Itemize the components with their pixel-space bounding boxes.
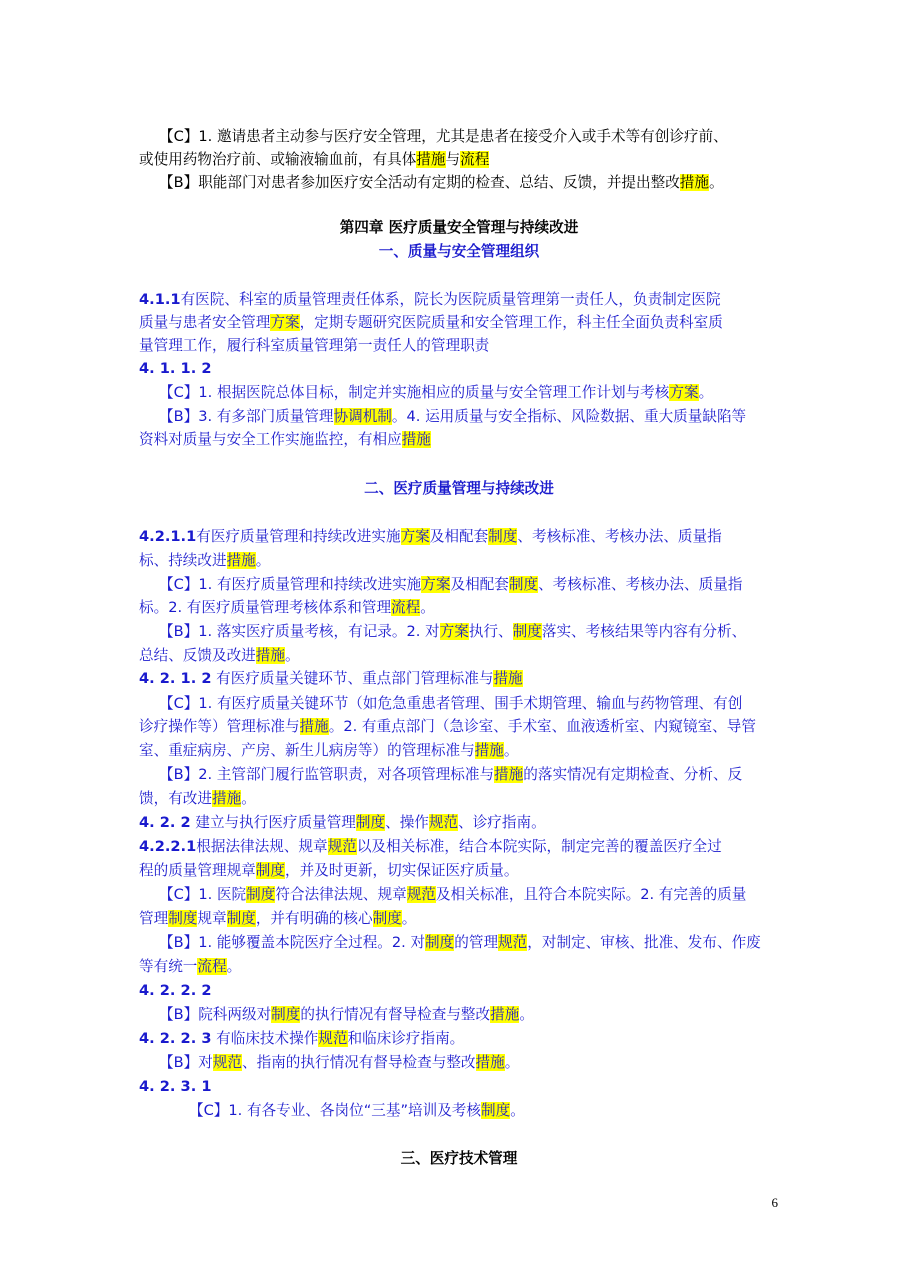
text-line [139,644,779,667]
text-line [139,525,779,548]
text-run: 标、持续改进 [139,552,227,569]
highlighted-term: 制度 [255,862,285,879]
text-line [139,763,779,786]
text-line [139,311,779,334]
text-line [139,148,779,171]
section-heading [139,477,779,500]
highlighted-term: 规范 [406,886,436,903]
clause-number: 4.2.1.1 [139,528,197,545]
text-run: 【C】1. 根据医院总体目标，制定并实施相应的质量与安全管理工作计划与考核 [159,384,670,401]
text-line [139,739,779,762]
highlighted-term: 制度 [226,910,256,927]
text-line [139,811,779,834]
text-run: 与 [445,151,461,168]
highlighted-term: 规范 [327,838,357,855]
text-run: 【C】1. 有医疗质量管理和持续改进实施 [159,576,422,593]
text-run: 有医疗质量关键环节、重点部门管理标准与 [211,670,494,687]
text-run: 。 [255,552,271,569]
highlighted-term: 协调机制 [333,408,392,425]
section-heading [139,1147,779,1170]
text-run: 【B】对 [159,1054,213,1071]
text-run: 。 [420,599,435,616]
text-run: 执行、 [468,623,513,640]
text-run: ，对制定、审核、批准、发布、作废 [527,934,761,951]
text-line [139,1003,779,1026]
highlighted-term: 规范 [428,814,459,831]
text-run: 【B】1. 落实医疗质量考核，有记录。2. 对 [159,623,440,640]
highlighted-term: 措施 [255,647,285,664]
text-run: 【B】院科两级对 [159,1006,272,1023]
text-run: 。 [401,910,417,927]
text-run: 【B】1. 能够覆盖本院医疗全过程。2. 对 [159,934,426,951]
text-line [139,883,779,906]
text-line [139,979,779,1002]
text-run: 【C】1. 有医疗质量关键环节（如危急重患者管理、围手术期管理、输血与药物管理、有创 [159,695,743,712]
text-run: 【B】2. 主管部门履行监管职责，对各项管理标准与 [159,766,495,783]
clause-number: 4. 2. 3. 1 [139,1078,212,1095]
text-line [139,1051,779,1074]
clause-number: 4.1.1 [139,291,181,308]
text-run: 程的质量管理规章 [139,862,256,879]
text-run: 标。2. 有医疗质量管理考核体系和管理 [139,599,392,616]
text-run: 总结、反馈及改进 [139,647,256,664]
highlighted-term: 措施 [299,718,329,735]
highlighted-term: 方案 [439,623,469,640]
text-line [139,1075,779,1098]
highlighted-term: 措施 [226,552,256,569]
text-run: 。2. 有重点部门（急诊室、手术室、血液透析室、内窥镜室、导管 [328,718,756,735]
highlighted-term: 制度 [508,576,539,593]
text-line [139,835,779,858]
text-run: 、考核标准、考核办法、质量指 [538,576,743,593]
text-line [139,715,779,738]
text-run: 等有统一 [139,958,198,975]
highlighted-term: 措施 [401,431,431,448]
text-run: 。 [504,1054,520,1071]
text-line [139,620,779,643]
text-line [139,692,779,715]
highlighted-term: 方案 [400,528,430,545]
highlighted-term: 制度 [425,934,455,951]
highlighted-term: 方案 [270,314,300,331]
text-line [139,955,779,978]
highlighted-term: 制度 [480,1102,511,1119]
highlighted-term: 流程 [197,958,227,975]
text-run: 、诊疗指南。 [458,814,546,831]
highlighted-term: 方案 [669,384,699,401]
text-line [139,381,779,404]
text-run: ，定期专题研究医院质量和安全管理工作，科主任全面负责科室质 [299,314,723,331]
text-run: 诊疗操作等）管理标准与 [139,718,300,735]
text-run: 量管理工作，履行科室质量管理第一责任人的管理职责 [139,337,490,354]
text-run: 及相配套 [450,576,509,593]
clause-number: 4. 2. 1. 2 [139,670,212,687]
clause-number: 4. 1. 1. 2 [139,360,212,377]
highlighted-term: 制度 [355,814,386,831]
highlighted-term: 方案 [421,576,451,593]
text-run: 、指南的执行情况有督导检查与整改 [242,1054,476,1071]
text-run: 三、医疗技术管理 [400,1150,518,1167]
text-line [139,405,779,428]
text-run: 及相配套 [429,528,489,545]
text-run: 根据法律法规、规章 [196,838,328,855]
highlighted-term: 措施 [494,766,524,783]
text-run: 室、重症病房、产房、新生儿病房等）的管理标准与 [139,742,475,759]
text-run: 。 [510,1102,525,1119]
text-run: 。 [503,742,519,759]
highlighted-term: 制度 [488,528,518,545]
text-run: 。 [241,790,256,807]
text-run: 有临床技术操作 [211,1030,319,1047]
highlighted-term: 制度 [512,623,542,640]
text-line [139,288,779,311]
highlighted-term: 规范 [498,934,528,951]
highlighted-term: 措施 [493,670,523,687]
text-line [139,667,779,690]
text-run: 。 [519,1006,534,1023]
clause-number: 4.2.2.1 [139,838,197,855]
text-run: 有医疗质量管理和持续改进实施 [196,528,401,545]
highlighted-term: 流程 [391,599,421,616]
section-heading [139,216,779,239]
text-line [139,931,779,954]
highlighted-term: 措施 [474,742,504,759]
text-line [139,125,779,148]
text-run: 规章 [197,910,227,927]
highlighted-term: 流程 [460,151,490,168]
text-run: 管理 [139,910,169,927]
highlighted-term: 措施 [416,151,446,168]
text-run: 、考核标准、考核办法、质量指 [517,528,722,545]
text-run: 的执行情况有督导检查与整改 [300,1006,491,1023]
text-run: 的管理 [454,934,499,951]
text-run: 馈，有改进 [139,790,212,807]
text-run: 第四章 医疗质量安全管理与持续改进 [339,219,579,236]
text-line [139,549,779,572]
page-number: 6 [771,1195,778,1210]
text-line [139,334,779,357]
highlighted-term: 规范 [318,1030,348,1047]
highlighted-term: 措施 [490,1006,520,1023]
text-run: 二、医疗质量管理与持续改进 [364,480,554,497]
text-line [139,907,779,930]
highlighted-term: 措施 [211,790,242,807]
text-line [139,428,779,451]
highlighted-term: 措施 [475,1054,505,1071]
text-run: 或使用药物治疗前、或输液输血前，有具体 [139,151,417,168]
text-line [139,171,779,194]
text-run: 质量与患者安全管理 [139,314,271,331]
text-run: 。 [226,958,242,975]
highlighted-term: 制度 [271,1006,301,1023]
text-run: 符合法律法规、规章 [275,886,407,903]
text-run: 。 [709,174,724,191]
highlighted-term: 制度 [168,910,198,927]
text-run: 【B】3. 有多部门质量管理 [159,408,334,425]
text-line [139,573,779,596]
text-line [139,596,779,619]
text-run: 和临床诊疗指南。 [347,1030,465,1047]
text-run: 落实、考核结果等内容有分析、 [541,623,747,640]
section-heading [139,240,779,263]
text-run: 以及相关标准，结合本院实际，制定完善的覆盖医疗全过 [356,838,722,855]
text-run: 。 [698,384,714,401]
text-line [139,859,779,882]
text-line [139,1027,779,1050]
highlighted-term: 措施 [679,174,709,191]
clause-number: 4. 2. 2 [139,814,191,831]
text-run: 资料对质量与安全工作实施监控，有相应 [139,431,402,448]
text-run: 【B】职能部门对患者参加医疗安全活动有定期的检查、总结、反馈，并提出整改 [159,174,680,191]
clause-number: 4. 2. 2. 2 [139,982,212,999]
clause-number: 4. 2. 2. 3 [139,1030,212,1047]
highlighted-term: 制度 [246,886,276,903]
text-run: 【C】1. 有各专业、各岗位“三基”培训及考核 [189,1102,481,1119]
text-run: 一、质量与安全管理组织 [378,243,540,260]
text-run: ，并有明确的核心 [255,910,373,927]
text-run: 【C】1. 邀请患者主动参与医疗安全管理，尤其是患者在接受介入或手术等有创诊疗前、 [159,128,728,145]
text-run: ，并及时更新，切实保证医疗质量。 [284,862,519,879]
text-run: 、操作 [385,814,429,831]
text-run: 及相关标准，且符合本院实际。2. 有完善的质量 [435,886,747,903]
text-run: 【C】1. 医院 [159,886,247,903]
text-run: 。 [284,647,300,664]
text-run: 建立与执行医疗质量管理 [190,814,356,831]
text-line [139,1099,779,1122]
text-run: 。4. 运用质量与安全指标、风险数据、重大质量缺陷等 [391,408,747,425]
text-line [139,357,779,380]
text-run: 的落实情况有定期检查、分析、反 [523,766,743,783]
text-line [139,787,779,810]
highlighted-term: 规范 [212,1054,242,1071]
highlighted-term: 制度 [372,910,402,927]
text-run: 有医院、科室的质量管理责任体系，院长为医院质量管理第一责任人，负责制定医院 [180,291,721,308]
